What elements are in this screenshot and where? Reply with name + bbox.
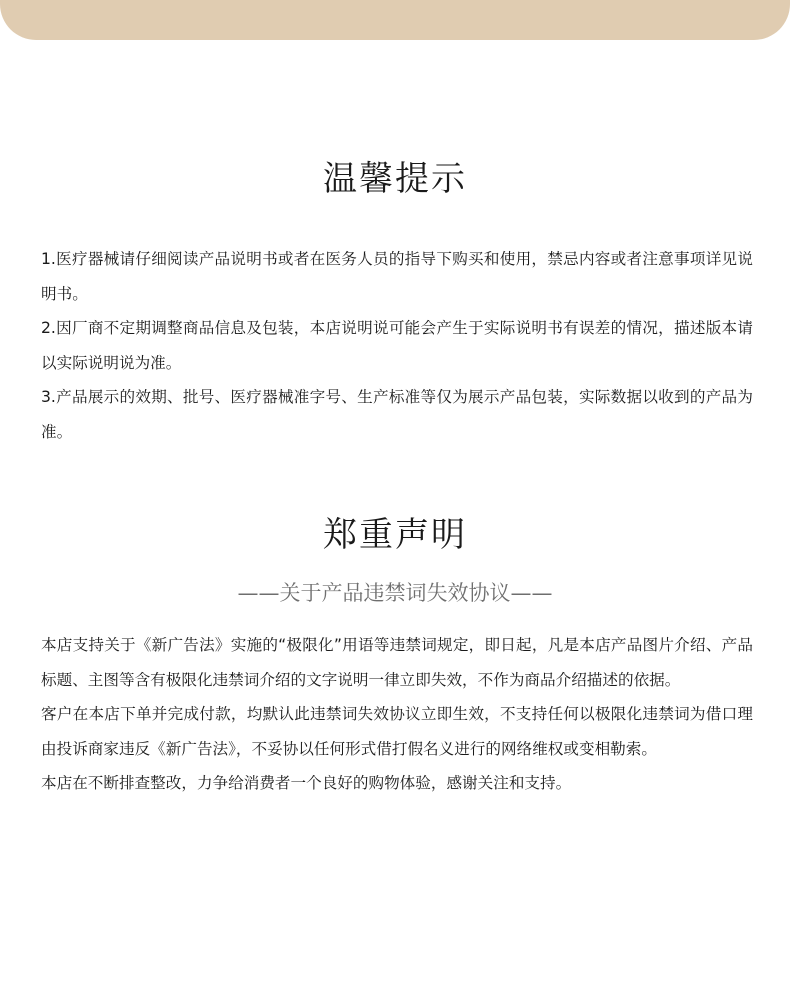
notice-title: 温馨提示 [323, 159, 467, 199]
top-decorative-band [0, 0, 790, 40]
notice-item-1: 1.医疗器械请仔细阅读产品说明书或者在医务人员的指导下购买和使用，禁忌内容或者注意事项详见说明书。 [41, 250, 753, 303]
declaration-paragraph-2: 客户在本店下单并完成付款，均默认此违禁词失效协议立即生效，不支持任何以极限化违禁词为借口理由投诉商家违反《新广告法》，不妥协以任何形式借打假名义进行的网络维权或变相勒索。 [41, 705, 753, 758]
notice-item-2: 2.因厂商不定期调整商品信息及包装，本店说明说可能会产生于实际说明书有误差的情况，描述版本请以实际说明说为准。 [41, 319, 753, 372]
declaration-paragraph-1: 本店支持关于《新广告法》实施的“极限化”用语等违禁词规定，即日起，凡是本店产品图片介绍、产品标题、主图等含有极限化违禁词介绍的文字说明一律立即失效，不作为商品介绍描述的依据。 [41, 636, 753, 689]
declaration-subtitle: ——关于产品违禁词失效协议—— [237, 581, 553, 605]
declaration-body [41, 628, 753, 801]
notice-list [41, 242, 753, 449]
declaration-paragraph-3: 本店在不断排查整改，力争给消费者一个良好的购物体验，感谢关注和支持。 [41, 774, 572, 792]
notice-item-3: 3.产品展示的效期、批号、医疗器械准字号、生产标准等仅为展示产品包装，实际数据以收到的产品为准。 [41, 388, 753, 441]
declaration-title: 郑重声明 [323, 515, 467, 555]
